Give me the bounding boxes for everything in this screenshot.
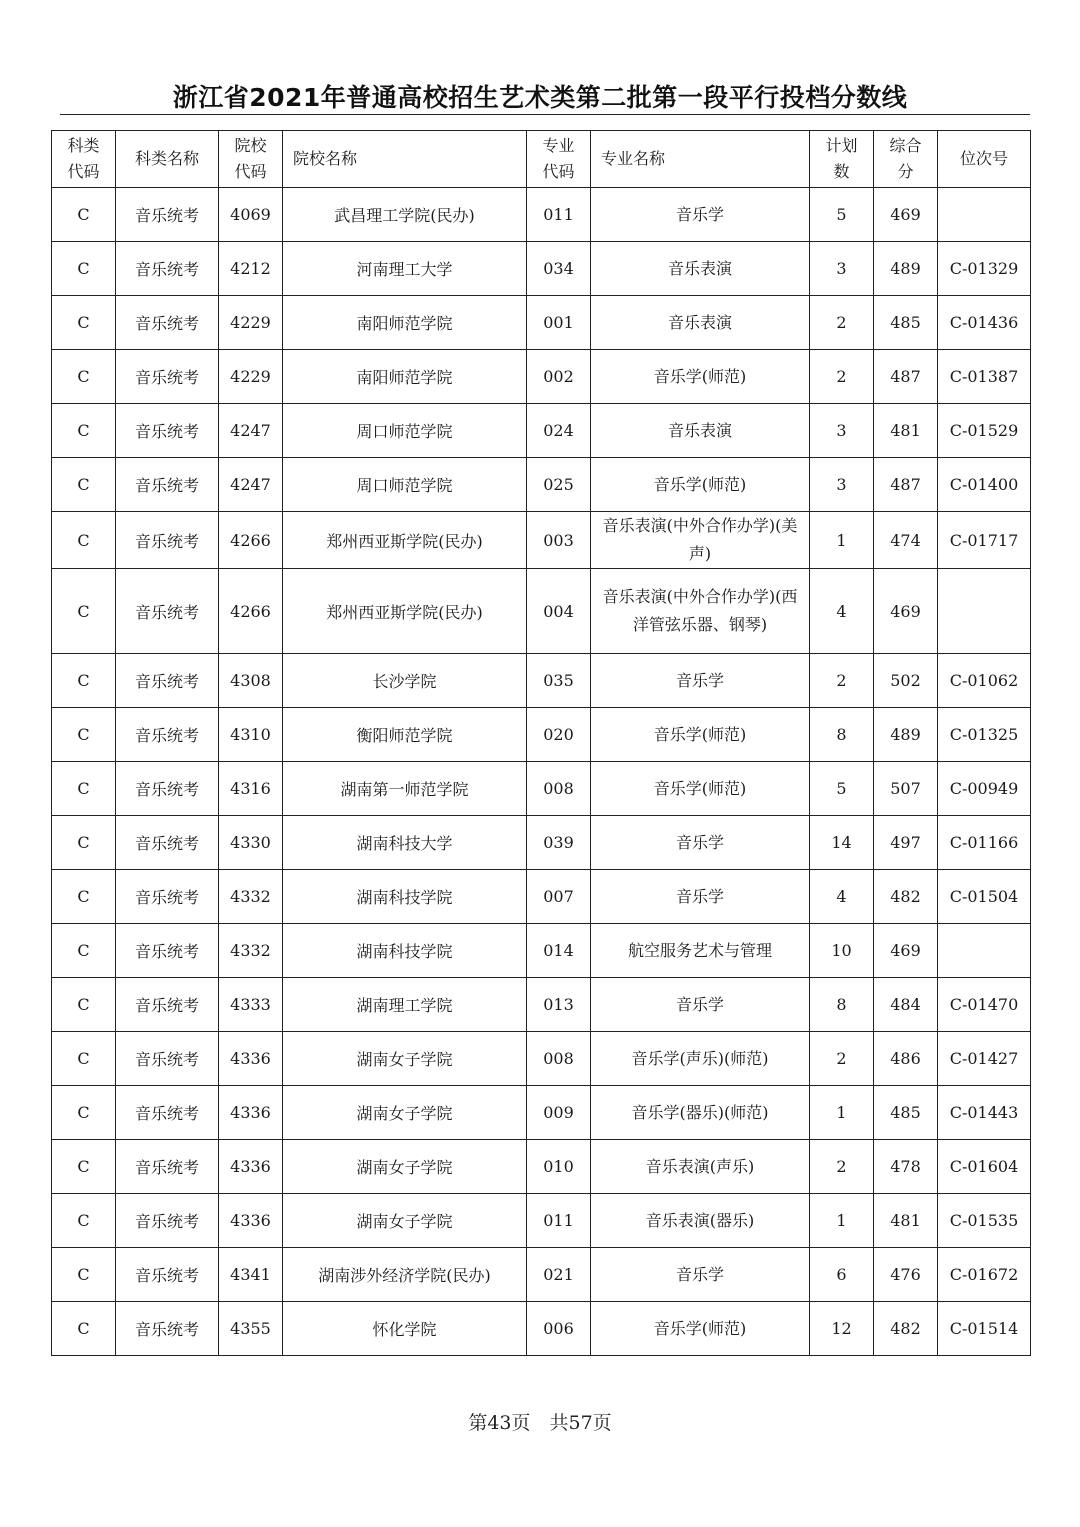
cell-rank: C-01535 (938, 1194, 1031, 1248)
cell-subject-code: C (52, 458, 116, 512)
cell-major-name: 音乐学 (591, 816, 810, 870)
cell-school-code: 4333 (219, 978, 283, 1032)
cell-school-name: 湖南女子学院 (283, 1194, 527, 1248)
cell-subject-code: C (52, 762, 116, 816)
cell-school-code: 4212 (219, 242, 283, 296)
cell-subject-code: C (52, 1032, 116, 1086)
cell-major-code: 013 (527, 978, 591, 1032)
cell-score: 474 (874, 512, 938, 569)
cell-score: 485 (874, 296, 938, 350)
cell-major-name: 航空服务艺术与管理 (591, 924, 810, 978)
cell-school-name: 湖南科技大学 (283, 816, 527, 870)
cell-school-name: 湖南第一师范学院 (283, 762, 527, 816)
cell-school-name: 郑州西亚斯学院(民办) (283, 569, 527, 654)
cell-subject-code: C (52, 1248, 116, 1302)
cell-subject-code: C (52, 870, 116, 924)
cell-plan: 10 (810, 924, 874, 978)
cell-rank (938, 924, 1031, 978)
cell-score: 478 (874, 1140, 938, 1194)
cell-subject-name: 音乐统考 (116, 1302, 219, 1356)
cell-school-name: 怀化学院 (283, 1302, 527, 1356)
cell-school-code: 4308 (219, 654, 283, 708)
cell-score: 482 (874, 870, 938, 924)
cell-score: 489 (874, 708, 938, 762)
table-row (52, 350, 1031, 404)
cell-school-code: 4310 (219, 708, 283, 762)
cell-score: 484 (874, 978, 938, 1032)
cell-school-name: 周口师范学院 (283, 404, 527, 458)
cell-major-name: 音乐表演 (591, 404, 810, 458)
cell-score: 507 (874, 762, 938, 816)
cell-major-name: 音乐学(器乐)(师范) (591, 1086, 810, 1140)
cell-score: 469 (874, 924, 938, 978)
cell-major-code: 010 (527, 1140, 591, 1194)
cell-rank (938, 569, 1031, 654)
cell-subject-name: 音乐统考 (116, 978, 219, 1032)
header-major-name: 专业名称 (591, 131, 810, 188)
cell-major-code: 004 (527, 569, 591, 654)
cell-school-name: 长沙学院 (283, 654, 527, 708)
cell-school-code: 4316 (219, 762, 283, 816)
cell-plan: 3 (810, 404, 874, 458)
cell-school-code: 4355 (219, 1302, 283, 1356)
cell-major-name: 音乐学 (591, 654, 810, 708)
cell-subject-code: C (52, 569, 116, 654)
cell-major-name: 音乐学 (591, 188, 810, 242)
cell-school-name: 衡阳师范学院 (283, 708, 527, 762)
table-row (52, 1302, 1031, 1356)
cell-plan: 5 (810, 762, 874, 816)
page-number-footer: 第43页 共57页 (468, 1412, 612, 1434)
admission-score-table (51, 130, 1031, 1356)
cell-rank: C-01672 (938, 1248, 1031, 1302)
cell-rank: C-01325 (938, 708, 1031, 762)
cell-plan: 4 (810, 569, 874, 654)
cell-school-name: 郑州西亚斯学院(民办) (283, 512, 527, 569)
cell-major-code: 011 (527, 1194, 591, 1248)
cell-school-name: 南阳师范学院 (283, 350, 527, 404)
cell-subject-code: C (52, 242, 116, 296)
cell-plan: 2 (810, 1140, 874, 1194)
cell-score: 476 (874, 1248, 938, 1302)
cell-subject-code: C (52, 188, 116, 242)
header-subject-code: 科类 代码 (52, 131, 116, 188)
cell-rank: C-01400 (938, 458, 1031, 512)
cell-subject-name: 音乐统考 (116, 458, 219, 512)
cell-plan: 1 (810, 1194, 874, 1248)
title-underline (60, 114, 1030, 115)
cell-score: 481 (874, 1194, 938, 1248)
table-row (52, 870, 1031, 924)
table-row (52, 458, 1031, 512)
cell-subject-code: C (52, 350, 116, 404)
table-row (52, 569, 1031, 654)
table-row (52, 1194, 1031, 1248)
cell-school-name: 河南理工大学 (283, 242, 527, 296)
cell-school-name: 湖南科技学院 (283, 870, 527, 924)
cell-rank: C-01166 (938, 816, 1031, 870)
cell-score: 469 (874, 188, 938, 242)
cell-school-code: 4069 (219, 188, 283, 242)
cell-school-code: 4247 (219, 404, 283, 458)
cell-school-code: 4247 (219, 458, 283, 512)
cell-rank: C-01387 (938, 350, 1031, 404)
cell-subject-name: 音乐统考 (116, 350, 219, 404)
cell-subject-code: C (52, 296, 116, 350)
cell-score: 487 (874, 458, 938, 512)
cell-major-name: 音乐学(师范) (591, 762, 810, 816)
cell-rank: C-01062 (938, 654, 1031, 708)
cell-major-code: 024 (527, 404, 591, 458)
cell-major-code: 011 (527, 188, 591, 242)
table-row (52, 1086, 1031, 1140)
cell-major-name: 音乐表演(中外合作办学)(西洋管弦乐器、钢琴) (591, 569, 810, 654)
cell-score: 469 (874, 569, 938, 654)
cell-rank: C-00949 (938, 762, 1031, 816)
cell-major-code: 007 (527, 870, 591, 924)
table-row (52, 762, 1031, 816)
cell-major-name: 音乐学 (591, 978, 810, 1032)
cell-major-name: 音乐表演(声乐) (591, 1140, 810, 1194)
table-row (52, 924, 1031, 978)
cell-rank: C-01529 (938, 404, 1031, 458)
cell-major-name: 音乐学 (591, 870, 810, 924)
cell-subject-name: 音乐统考 (116, 296, 219, 350)
cell-rank: C-01604 (938, 1140, 1031, 1194)
cell-subject-name: 音乐统考 (116, 569, 219, 654)
cell-major-code: 008 (527, 762, 591, 816)
cell-plan: 6 (810, 1248, 874, 1302)
cell-school-code: 4336 (219, 1140, 283, 1194)
cell-score: 482 (874, 1302, 938, 1356)
cell-score: 481 (874, 404, 938, 458)
table-row (52, 1140, 1031, 1194)
table-header (52, 131, 1031, 188)
cell-plan: 8 (810, 978, 874, 1032)
table-row (52, 654, 1031, 708)
cell-subject-code: C (52, 404, 116, 458)
cell-school-code: 4266 (219, 569, 283, 654)
cell-rank: C-01443 (938, 1086, 1031, 1140)
cell-major-code: 014 (527, 924, 591, 978)
header-score: 综合 分 (874, 131, 938, 188)
cell-rank: C-01514 (938, 1302, 1031, 1356)
cell-school-code: 4229 (219, 350, 283, 404)
cell-major-code: 006 (527, 1302, 591, 1356)
cell-subject-code: C (52, 816, 116, 870)
table-row (52, 816, 1031, 870)
cell-major-name: 音乐表演(器乐) (591, 1194, 810, 1248)
cell-subject-name: 音乐统考 (116, 654, 219, 708)
cell-rank: C-01427 (938, 1032, 1031, 1086)
table-row (52, 1248, 1031, 1302)
cell-plan: 4 (810, 870, 874, 924)
cell-subject-code: C (52, 1086, 116, 1140)
cell-major-code: 008 (527, 1032, 591, 1086)
cell-plan: 2 (810, 350, 874, 404)
header-school-code: 院校 代码 (219, 131, 283, 188)
header-rank: 位次号 (938, 131, 1031, 188)
cell-subject-code: C (52, 924, 116, 978)
cell-plan: 2 (810, 1032, 874, 1086)
table-row (52, 296, 1031, 350)
cell-subject-code: C (52, 654, 116, 708)
cell-school-name: 周口师范学院 (283, 458, 527, 512)
cell-plan: 2 (810, 654, 874, 708)
cell-major-name: 音乐学(师范) (591, 350, 810, 404)
cell-major-code: 035 (527, 654, 591, 708)
header-plan: 计划 数 (810, 131, 874, 188)
cell-major-code: 003 (527, 512, 591, 569)
cell-major-name: 音乐学(师范) (591, 1302, 810, 1356)
cell-major-name: 音乐表演 (591, 242, 810, 296)
cell-subject-name: 音乐统考 (116, 1248, 219, 1302)
cell-plan: 5 (810, 188, 874, 242)
cell-school-name: 湖南理工学院 (283, 978, 527, 1032)
cell-subject-name: 音乐统考 (116, 708, 219, 762)
cell-school-name: 湖南女子学院 (283, 1140, 527, 1194)
cell-major-code: 039 (527, 816, 591, 870)
header-major-code: 专业 代码 (527, 131, 591, 188)
cell-plan: 3 (810, 458, 874, 512)
cell-major-code: 009 (527, 1086, 591, 1140)
header-school-name: 院校名称 (283, 131, 527, 188)
cell-subject-name: 音乐统考 (116, 242, 219, 296)
cell-school-code: 4266 (219, 512, 283, 569)
cell-subject-name: 音乐统考 (116, 1032, 219, 1086)
cell-subject-code: C (52, 1140, 116, 1194)
cell-plan: 1 (810, 1086, 874, 1140)
table-row (52, 1032, 1031, 1086)
cell-subject-name: 音乐统考 (116, 1194, 219, 1248)
cell-subject-code: C (52, 512, 116, 569)
cell-school-code: 4336 (219, 1086, 283, 1140)
cell-subject-name: 音乐统考 (116, 404, 219, 458)
cell-school-code: 4330 (219, 816, 283, 870)
cell-plan: 14 (810, 816, 874, 870)
cell-major-name: 音乐学(师范) (591, 708, 810, 762)
cell-school-name: 湖南涉外经济学院(民办) (283, 1248, 527, 1302)
cell-score: 486 (874, 1032, 938, 1086)
cell-subject-code: C (52, 708, 116, 762)
cell-plan: 3 (810, 242, 874, 296)
cell-subject-name: 音乐统考 (116, 816, 219, 870)
cell-school-code: 4341 (219, 1248, 283, 1302)
cell-plan: 8 (810, 708, 874, 762)
cell-major-name: 音乐学(声乐)(师范) (591, 1032, 810, 1086)
cell-subject-name: 音乐统考 (116, 188, 219, 242)
cell-school-name: 湖南女子学院 (283, 1032, 527, 1086)
table-body (52, 188, 1031, 1356)
cell-major-code: 020 (527, 708, 591, 762)
cell-score: 502 (874, 654, 938, 708)
cell-rank: C-01504 (938, 870, 1031, 924)
cell-school-code: 4229 (219, 296, 283, 350)
cell-school-name: 湖南科技学院 (283, 924, 527, 978)
table-row (52, 512, 1031, 569)
table-row (52, 188, 1031, 242)
cell-subject-name: 音乐统考 (116, 762, 219, 816)
cell-rank (938, 188, 1031, 242)
cell-subject-code: C (52, 978, 116, 1032)
cell-subject-name: 音乐统考 (116, 1140, 219, 1194)
cell-plan: 2 (810, 296, 874, 350)
table-row (52, 708, 1031, 762)
cell-subject-name: 音乐统考 (116, 512, 219, 569)
page-title: 浙江省2021年普通高校招生艺术类第二批第一段平行投档分数线 (172, 83, 908, 112)
cell-school-code: 4336 (219, 1194, 283, 1248)
cell-major-code: 021 (527, 1248, 591, 1302)
cell-subject-code: C (52, 1302, 116, 1356)
cell-rank: C-01436 (938, 296, 1031, 350)
cell-plan: 12 (810, 1302, 874, 1356)
table-row (52, 978, 1031, 1032)
cell-school-name: 湖南女子学院 (283, 1086, 527, 1140)
cell-subject-code: C (52, 1194, 116, 1248)
cell-subject-name: 音乐统考 (116, 924, 219, 978)
table-row (52, 404, 1031, 458)
cell-school-name: 武昌理工学院(民办) (283, 188, 527, 242)
cell-score: 497 (874, 816, 938, 870)
cell-major-name: 音乐学 (591, 1248, 810, 1302)
cell-subject-name: 音乐统考 (116, 870, 219, 924)
cell-score: 489 (874, 242, 938, 296)
cell-major-code: 001 (527, 296, 591, 350)
cell-score: 487 (874, 350, 938, 404)
cell-plan: 1 (810, 512, 874, 569)
cell-major-code: 034 (527, 242, 591, 296)
cell-major-code: 002 (527, 350, 591, 404)
cell-rank: C-01329 (938, 242, 1031, 296)
cell-school-code: 4332 (219, 870, 283, 924)
header-subject-name: 科类名称 (116, 131, 219, 188)
cell-major-code: 025 (527, 458, 591, 512)
cell-school-code: 4332 (219, 924, 283, 978)
cell-subject-name: 音乐统考 (116, 1086, 219, 1140)
cell-rank: C-01717 (938, 512, 1031, 569)
table-row (52, 242, 1031, 296)
cell-major-name: 音乐表演(中外合作办学)(美声) (591, 512, 810, 569)
cell-major-name: 音乐学(师范) (591, 458, 810, 512)
cell-score: 485 (874, 1086, 938, 1140)
cell-school-code: 4336 (219, 1032, 283, 1086)
cell-major-name: 音乐表演 (591, 296, 810, 350)
cell-rank: C-01470 (938, 978, 1031, 1032)
cell-school-name: 南阳师范学院 (283, 296, 527, 350)
